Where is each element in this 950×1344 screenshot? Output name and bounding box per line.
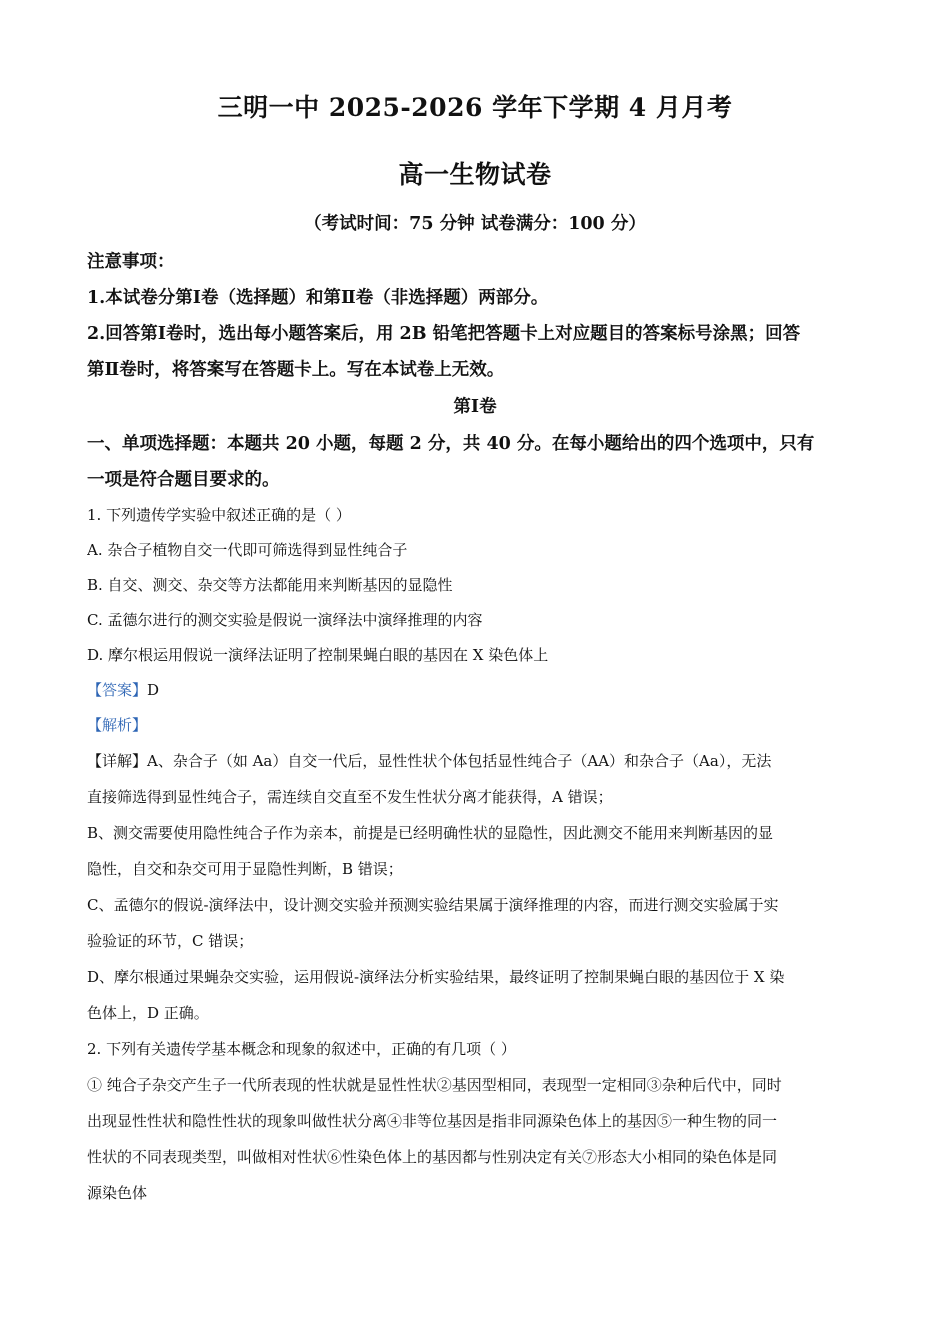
question-1-detail-line-3: B、测交需要使用隐性纯合子作为亲本，前提是已经明确性状的显隐性，因此测交不能用来判断基因的显 (87, 824, 774, 842)
section-heading-line-2: 一项是符合题目要求的。 (87, 470, 280, 490)
question-1-option-b: B. 自交、测交、杂交等方法都能用来判断基因的显隐性 (87, 576, 453, 594)
question-1-detail-line-2: 直接筛选得到显性纯合子，需连续自交直至不发生性状分离才能获得，A 错误； (87, 788, 613, 806)
answer-tag: 【答案】 (87, 681, 148, 699)
notice-item-2-line-1: 2.回答第Ⅰ卷时，选出每小题答案后，用 2B 铅笔把答题卡上对应题目的答案标号涂黑；回答 (87, 324, 801, 344)
question-1-detail-line-7: D、摩尔根通过果蝇杂交实验，运用假说-演绎法分析实验结果，最终证明了控制果蝇白眼的基因位于 X 染 (87, 968, 785, 986)
question-1-option-d: D. 摩尔根运用假说一演绎法证明了控制果蝇白眼的基因在 X 染色体上 (87, 646, 549, 664)
question-1-stem: 1. 下列遗传学实验中叙述正确的是（ ） (87, 506, 351, 524)
exam-subtitle: 高一生物试卷 (398, 160, 552, 189)
question-2-line-4: 源染色体 (87, 1184, 148, 1202)
question-1-detail-line-1: 【详解】A、杂合子（如 Aa）自交一代后，显性性状个体包括显性纯合子（AA）和杂合子（Aa），无法 (87, 752, 772, 770)
question-1-answer (87, 679, 867, 700)
answer-value: D (147, 681, 160, 699)
notice-heading: 注意事项： (87, 252, 175, 272)
volume-heading: 第Ⅰ卷 (453, 397, 497, 417)
question-1-option-a: A. 杂合子植物自交一代即可筛选得到显性纯合子 (87, 541, 408, 559)
question-1-detail-line-4: 隐性，自交和杂交可用于显隐性判断，B 错误； (87, 860, 403, 878)
notice-item-2-line-2: 第Ⅱ卷时，将答案写在答题卡上。写在本试卷上无效。 (87, 360, 505, 380)
question-1-detail-line-8: 色体上，D 正确。 (87, 1004, 209, 1022)
question-2-line-2: 出现显性性状和隐性性状的现象叫做性状分离④非等位基因是指非同源染色体上的基因⑤一种生物的同一 (87, 1112, 778, 1130)
question-1-option-c: C. 孟德尔进行的测交实验是假说一演绎法中演绎推理的内容 (87, 611, 483, 629)
question-2-line-1: ① 纯合子杂交产生子一代所表现的性状就是显性性状②基因型相同，表现型一定相同③杂种后代中，同时 (87, 1076, 782, 1094)
analysis-tag: 【解析】 (87, 716, 148, 734)
section-heading-line-1: 一、单项选择题：本题共 20 小题，每题 2 分，共 40 分。在每小题给出的四个选项中，只有 (87, 434, 815, 454)
notice-item-1: 1.本试卷分第Ⅰ卷（选择题）和第Ⅱ卷（非选择题）两部分。 (87, 288, 549, 308)
exam-title: 三明一中 2025-2026 学年下学期 4 月月考 (217, 93, 733, 122)
exam-info: （考试时间：75 分钟 试卷满分：100 分） (304, 214, 646, 234)
question-1-detail-line-5: C、孟德尔的假说-演绎法中，设计测交实验并预测实验结果属于演绎推理的内容，而进行测交实验属于实 (87, 896, 779, 914)
question-1-detail-line-6: 验验证的环节，C 错误； (87, 932, 254, 950)
question-2-line-3: 性状的不同表现类型，叫做相对性状⑥性染色体上的基因都与性别决定有关⑦形态大小相同的染色体是同 (87, 1148, 778, 1166)
question-2-stem: 2. 下列有关遗传学基本概念和现象的叙述中，正确的有几项（ ） (87, 1040, 516, 1058)
